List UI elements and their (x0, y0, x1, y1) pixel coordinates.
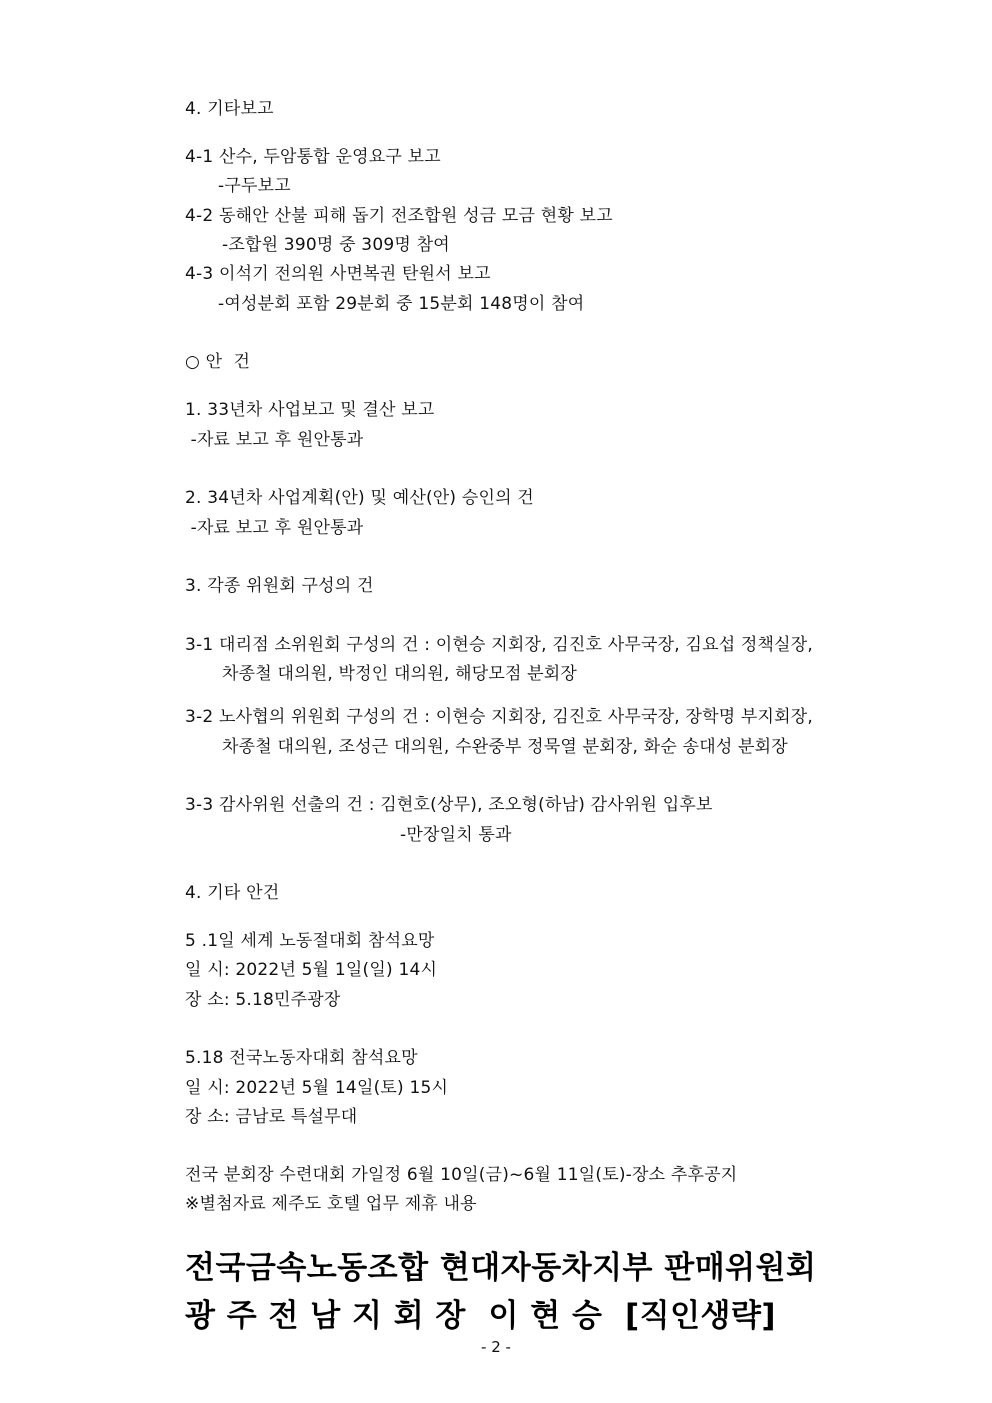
event-2-where: 장 소: 금남로 특설무대 (185, 1107, 358, 1127)
report-item-4-3-detail: -여성분회 포함 29분회 중 15분회 148명이 참여 (218, 294, 585, 314)
agenda-heading: ○ 안 건 (185, 352, 251, 372)
agenda-item-3-1: 3-1 대리점 소위원회 구성의 건 : 이현승 지회장, 김진호 사무국장, 김요섭 정책실장, (185, 635, 814, 655)
event-2-when: 일 시: 2022년 5월 14일(토) 15시 (185, 1078, 449, 1098)
event-1-title: 5 .1일 세계 노동절대회 참석요망 (185, 931, 435, 951)
agenda-item-2-detail: -자료 보고 후 원안통과 (185, 518, 364, 538)
agenda-item-1-detail: -자료 보고 후 원안통과 (185, 430, 364, 450)
signature-person: 광 주 전 남 지 회 장 이 현 승 [직인생략] (185, 1298, 777, 1334)
agenda-item-3-3: 3-3 감사위원 선출의 건 : 김현호(상무), 조오형(하남) 감사위원 입후보 (185, 795, 713, 815)
agenda-item-3: 3. 각종 위원회 구성의 건 (185, 576, 374, 596)
report-item-4-1: 4-1 산수, 두암통합 운영요구 보고 (185, 147, 441, 167)
signature-organization: 전국금속노동조합 현대자동차지부 판매위원회 (185, 1250, 817, 1286)
notice-attachment: ※별첨자료 제주도 호텔 업무 제휴 내용 (185, 1194, 477, 1214)
notice-training: 전국 분회장 수련대회 가일정 6월 10일(금)~6월 11일(토)-장소 추후공지 (185, 1165, 738, 1185)
report-item-4-2: 4-2 동해안 산불 피해 돕기 전조합원 성금 모금 현황 보고 (185, 206, 613, 226)
agenda-item-3-1-cont: 차종철 대의원, 박정인 대의원, 해당모점 분회장 (222, 664, 578, 684)
agenda-item-2: 2. 34년차 사업계획(안) 및 예산(안) 승인의 건 (185, 488, 534, 508)
report-item-4-2-detail: -조합원 390명 중 309명 참여 (222, 235, 450, 255)
other-reports-heading: 4. 기타보고 (185, 99, 274, 119)
event-1-when: 일 시: 2022년 5월 1일(일) 14시 (185, 960, 438, 980)
report-item-4-3: 4-3 이석기 전의원 사면복권 탄원서 보고 (185, 264, 491, 284)
agenda-item-3-3-detail: -만장일치 통과 (400, 825, 512, 845)
agenda-item-1: 1. 33년차 사업보고 및 결산 보고 (185, 400, 435, 420)
agenda-item-4: 4. 기타 안건 (185, 883, 280, 903)
event-2-title: 5.18 전국노동자대회 참석요망 (185, 1048, 418, 1068)
agenda-item-3-2-cont: 차종철 대의원, 조성근 대의원, 수완중부 정묵열 분회장, 화순 송대성 분회장 (222, 737, 788, 757)
agenda-item-3-2: 3-2 노사협의 위원회 구성의 건 : 이현승 지회장, 김진호 사무국장, 장학명 부지회장, (185, 707, 814, 727)
report-item-4-1-detail: -구두보고 (218, 176, 291, 196)
page-number: - 2 - (481, 1338, 511, 1356)
event-1-where: 장 소: 5.18민주광장 (185, 990, 341, 1010)
